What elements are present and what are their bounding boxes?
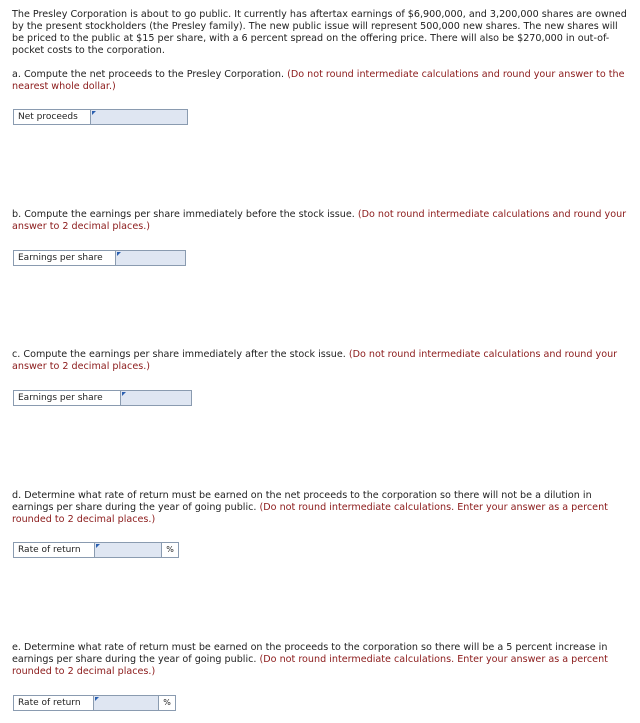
question-b <box>12 209 630 233</box>
eps-after-field <box>13 390 192 406</box>
question-c-prompt: c. Compute the earnings per share immediately after the stock issue. <box>12 349 346 360</box>
percent-unit: % <box>161 543 178 557</box>
eps-after-label: Earnings per share <box>14 391 121 405</box>
net-proceeds-field <box>13 109 188 125</box>
rate-no-dilution-label: Rate of return <box>14 543 95 557</box>
question-e <box>12 642 630 678</box>
rate-increase-label: Rate of return <box>14 696 94 710</box>
rate-increase-field <box>13 695 176 711</box>
question-e-prompt: e. Determine what rate of return must be earned on the proceeds to the corporation so there will be a 5 percent increase in earnings per share during the year of going public. <box>12 642 608 665</box>
rate-no-dilution-input[interactable] <box>95 543 161 557</box>
net-proceeds-label: Net proceeds <box>14 110 91 124</box>
question-a-note: (Do not round intermediate calculations and round your answer to the nearest whole dollar.) <box>12 69 625 92</box>
question-b-prompt: b. Compute the earnings per share immediately before the stock issue. <box>12 209 355 220</box>
question-c-note: (Do not round intermediate calculations and round your answer to 2 decimal places.) <box>12 349 618 372</box>
question-a-prompt: a. Compute the net proceeds to the Presley Corporation. <box>12 69 285 80</box>
eps-before-label: Earnings per share <box>14 251 116 265</box>
net-proceeds-input[interactable] <box>91 110 187 124</box>
question-d-prompt: d. Determine what rate of return must be earned on the net proceeds to the corporation so there will not be a dilution in earnings per share during the year of going public. <box>12 490 592 513</box>
question-d-note: (Do not round intermediate calculations. Enter your answer as a percent rounded to 2 decimal places.) <box>12 502 608 525</box>
rate-no-dilution-field <box>13 542 179 558</box>
question-e-note: (Do not round intermediate calculations. Enter your answer as a percent rounded to 2 decimal places.) <box>12 654 608 677</box>
problem-intro: The Presley Corporation is about to go public. It currently has aftertax earnings of $6,900,000, and 3,200,000 shares are owned by the present stockholders (the Presley family). The new public issue will represent 500,000 new shares. The new shares will be priced to the public at $15 per share, with a 6 percent spread on the offering price. There will also be $270,000 in out-of-pocket costs to the corporation. <box>12 9 627 56</box>
rate-increase-input[interactable] <box>94 696 158 710</box>
question-c <box>12 349 630 373</box>
question-b-note: (Do not round intermediate calculations and round your answer to 2 decimal places.) <box>12 209 627 232</box>
percent-unit: % <box>158 696 175 710</box>
question-a <box>12 69 630 93</box>
eps-before-field <box>13 250 186 266</box>
question-d <box>12 490 630 526</box>
eps-after-input[interactable] <box>121 391 191 405</box>
eps-before-input[interactable] <box>116 251 185 265</box>
